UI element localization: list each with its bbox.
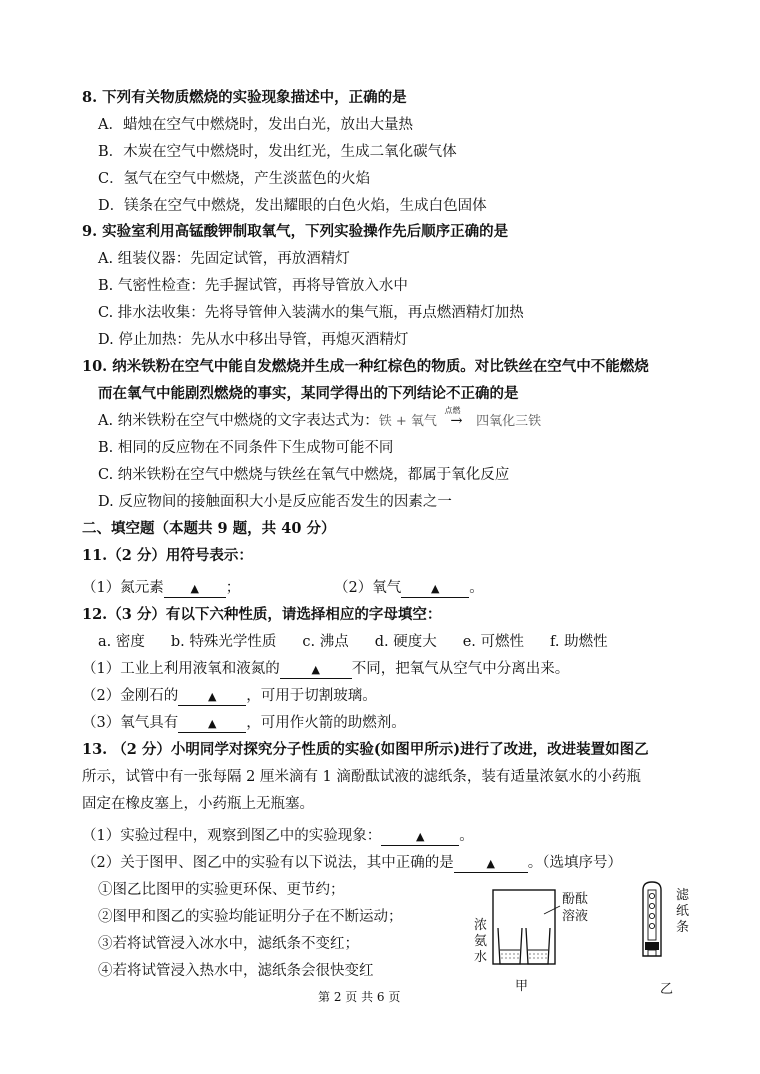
q9-stem: 9. 实验室利用高锰酸钾制取氧气，下列实验操作先后顺序正确的是 xyxy=(82,223,509,240)
figure-jia-apparatus xyxy=(490,888,570,970)
reaction-condition: 点燃 xyxy=(444,406,461,415)
q11-part1-label: （1）氮元素 xyxy=(82,580,164,596)
page-footer: 第 2 页 共 6 页 xyxy=(318,990,401,1004)
q13-part2-pre: （2）关于图甲、图乙中的实验有以下说法，其中正确的是 xyxy=(82,855,454,871)
q12-stem: 12.（3 分）有以下六种性质，请选择相应的字母填空： xyxy=(82,606,442,623)
q12-part2 xyxy=(82,686,377,706)
q10-option-d: D. 反应物间的接触面积大小是反应能否发生的因素之一 xyxy=(98,494,452,510)
q12-choice-a: a. 密度 xyxy=(98,634,145,650)
phenol-leader-line xyxy=(544,906,560,914)
beaker-phenolphthalein xyxy=(526,928,550,964)
label-paper-2: 纸 xyxy=(676,904,690,919)
q10-option-a-prefix: A. 纳米铁粉在空气中燃烧的文字表达式为： xyxy=(98,413,379,429)
q11-part2-label: （2）氧气 xyxy=(334,580,402,596)
q10-option-c: C. 纳米铁粉在空气中燃烧与铁丝在氧气中燃烧，都属于氧化反应 xyxy=(98,467,510,483)
blank-mark: ▲ xyxy=(208,717,217,730)
q12-choice-d: d. 硬度大 xyxy=(374,634,437,650)
q13-blank-2[interactable] xyxy=(454,855,528,873)
q13-statement-3: ③若将试管浸入冰水中，滤纸条不变红； xyxy=(98,936,359,952)
phenol-drop-3 xyxy=(649,913,654,918)
q12-part1 xyxy=(82,659,569,679)
q12-part2-pre: （2）金刚石的 xyxy=(82,688,179,704)
q12-choice-e: e. 可燃性 xyxy=(462,634,525,650)
small-vial xyxy=(648,950,656,956)
q13-stem-line2: 所示，试管中有一张每隔 2 厘米滴有 1 滴酚酞试液的滤纸条，装有适量浓氨水的小药瓶 xyxy=(82,769,641,785)
label-phenol-1: 酚酞 xyxy=(562,892,589,907)
blank-mark: ▲ xyxy=(486,857,495,870)
q12-blank-3[interactable] xyxy=(178,715,246,733)
q9-option-a: A. 组装仪器：先固定试管，再放酒精灯 xyxy=(98,251,350,267)
q11-part2-end: 。 xyxy=(469,580,484,596)
q13-statement-2: ②图甲和图乙的实验均能证明分子在不断运动； xyxy=(98,909,403,925)
q11-blank-1[interactable] xyxy=(164,580,226,598)
q10-product: 四氧化三铁 xyxy=(476,414,542,429)
q12-blank-2[interactable] xyxy=(178,688,246,706)
q9-option-d: D. 停止加热：先从水中移出导管，再熄灭酒精灯 xyxy=(98,332,409,348)
phenol-drop-1 xyxy=(649,893,654,898)
q13-part1-pre: （1）实验过程中，观察到图乙中的实验现象： xyxy=(82,828,382,844)
q12-choices xyxy=(98,632,634,652)
label-ammonia-1: 浓 xyxy=(474,918,488,933)
q12-part3-pre: （3）氧气具有 xyxy=(82,715,179,731)
q10-option-b: B. 相同的反应物在不同条件下生成物可能不同 xyxy=(98,440,394,456)
q8-stem: 8. 下列有关物质燃烧的实验现象描述中，正确的是 xyxy=(82,89,407,106)
q9-option-c: C. 排水法收集：先将导管伸入装满水的集气瓶，再点燃酒精灯加热 xyxy=(98,305,524,321)
figure-label-jia: 甲 xyxy=(515,979,529,994)
q10-stem-line1: 10. 纳米铁粉在空气中能自发燃烧并生成一种红棕色的物质。对比铁丝在空气中不能燃烧 xyxy=(82,358,649,375)
label-paper-1: 滤 xyxy=(676,888,690,903)
q10-option-a xyxy=(98,406,542,432)
q13-stem-line1: 13. （2 分）小明同学对探究分子性质的实验(如图甲所示)进行了改进，改进装置如图乙 xyxy=(82,741,649,758)
q13-statement-4: ④若将试管浸入热水中，滤纸条会很快变红 xyxy=(98,963,374,979)
q12-choice-b: b. 特殊光学性质 xyxy=(170,634,277,650)
q11-stem: 11.（2 分）用符号表示： xyxy=(82,547,253,564)
q12-part3 xyxy=(82,713,406,733)
blank-mark: ▲ xyxy=(190,582,199,595)
q9-option-b: B. 气密性检查：先手握试管，再将导管放入水中 xyxy=(98,278,408,294)
q8-option-b: B．木炭在空气中燃烧时，发出红光，生成二氧化碳气体 xyxy=(98,144,457,160)
q13-blank-1[interactable] xyxy=(381,828,459,846)
rubber-stopper xyxy=(645,942,659,950)
ammonia-liquid xyxy=(501,954,519,958)
blank-mark: ▲ xyxy=(416,830,425,843)
q12-choice-f: f. 助燃性 xyxy=(550,634,608,650)
q12-blank-1[interactable] xyxy=(280,661,352,679)
q13-part2 xyxy=(82,853,622,873)
label-paper-3: 条 xyxy=(676,920,690,935)
label-ammonia-2: 氨 xyxy=(474,934,488,949)
q13-stem-line3: 固定在橡皮塞上，小药瓶上无瓶塞。 xyxy=(82,796,314,812)
q12-part2-post: ，可用于切割玻璃。 xyxy=(246,688,377,704)
blank-mark: ▲ xyxy=(311,663,320,676)
q11-part2 xyxy=(334,578,484,598)
phenolphthalein-liquid xyxy=(529,954,547,958)
q12-part1-post: 不同，把氧气从空气中分离出来。 xyxy=(351,661,570,677)
label-ammonia-3: 水 xyxy=(474,950,488,965)
q12-part1-pre: （1）工业上利用液氧和液氮的 xyxy=(82,661,280,677)
blank-mark: ▲ xyxy=(431,582,440,595)
q12-part3-post: ，可用作火箭的助燃剂。 xyxy=(246,715,406,731)
q8-option-a: A．蜡烛在空气中燃烧时，发出白光，放出大量热 xyxy=(98,117,413,133)
q11-part1-end: ； xyxy=(225,580,241,596)
q11-blank-2[interactable] xyxy=(401,580,469,598)
reaction-arrow: 点燃 → xyxy=(441,411,471,431)
bell-jar xyxy=(493,890,555,964)
beaker-ammonia xyxy=(498,928,522,964)
q13-part1-post: 。 xyxy=(459,828,474,844)
q10-reactants: 铁 + 氧气 xyxy=(378,414,437,429)
q11-part1 xyxy=(82,578,240,598)
q8-option-d: D．镁条在空气中燃烧，发出耀眼的白色火焰，生成白色固体 xyxy=(98,198,487,214)
figure-yi-apparatus xyxy=(640,880,664,970)
phenol-drop-2 xyxy=(649,903,654,908)
q12-choice-c: c. 沸点 xyxy=(302,634,349,650)
q13-part1 xyxy=(82,826,474,846)
section-title: 二、填空题（本题共 9 题，共 40 分） xyxy=(82,520,336,537)
q10-stem-line2: 而在氧气中能剧烈燃烧的事实，某同学得出的下列结论不正确的是 xyxy=(98,385,519,402)
q13-part2-post: 。（选填序号） xyxy=(527,855,622,871)
phenol-drop-4 xyxy=(649,923,654,928)
blank-mark: ▲ xyxy=(208,690,217,703)
q13-statement-1: ①图乙比图甲的实验更环保、更节约； xyxy=(98,882,345,898)
q8-option-c: C．氢气在空气中燃烧，产生淡蓝色的火焰 xyxy=(98,171,371,187)
figure-label-yi: 乙 xyxy=(660,982,674,997)
label-phenol-2: 溶液 xyxy=(562,909,589,924)
